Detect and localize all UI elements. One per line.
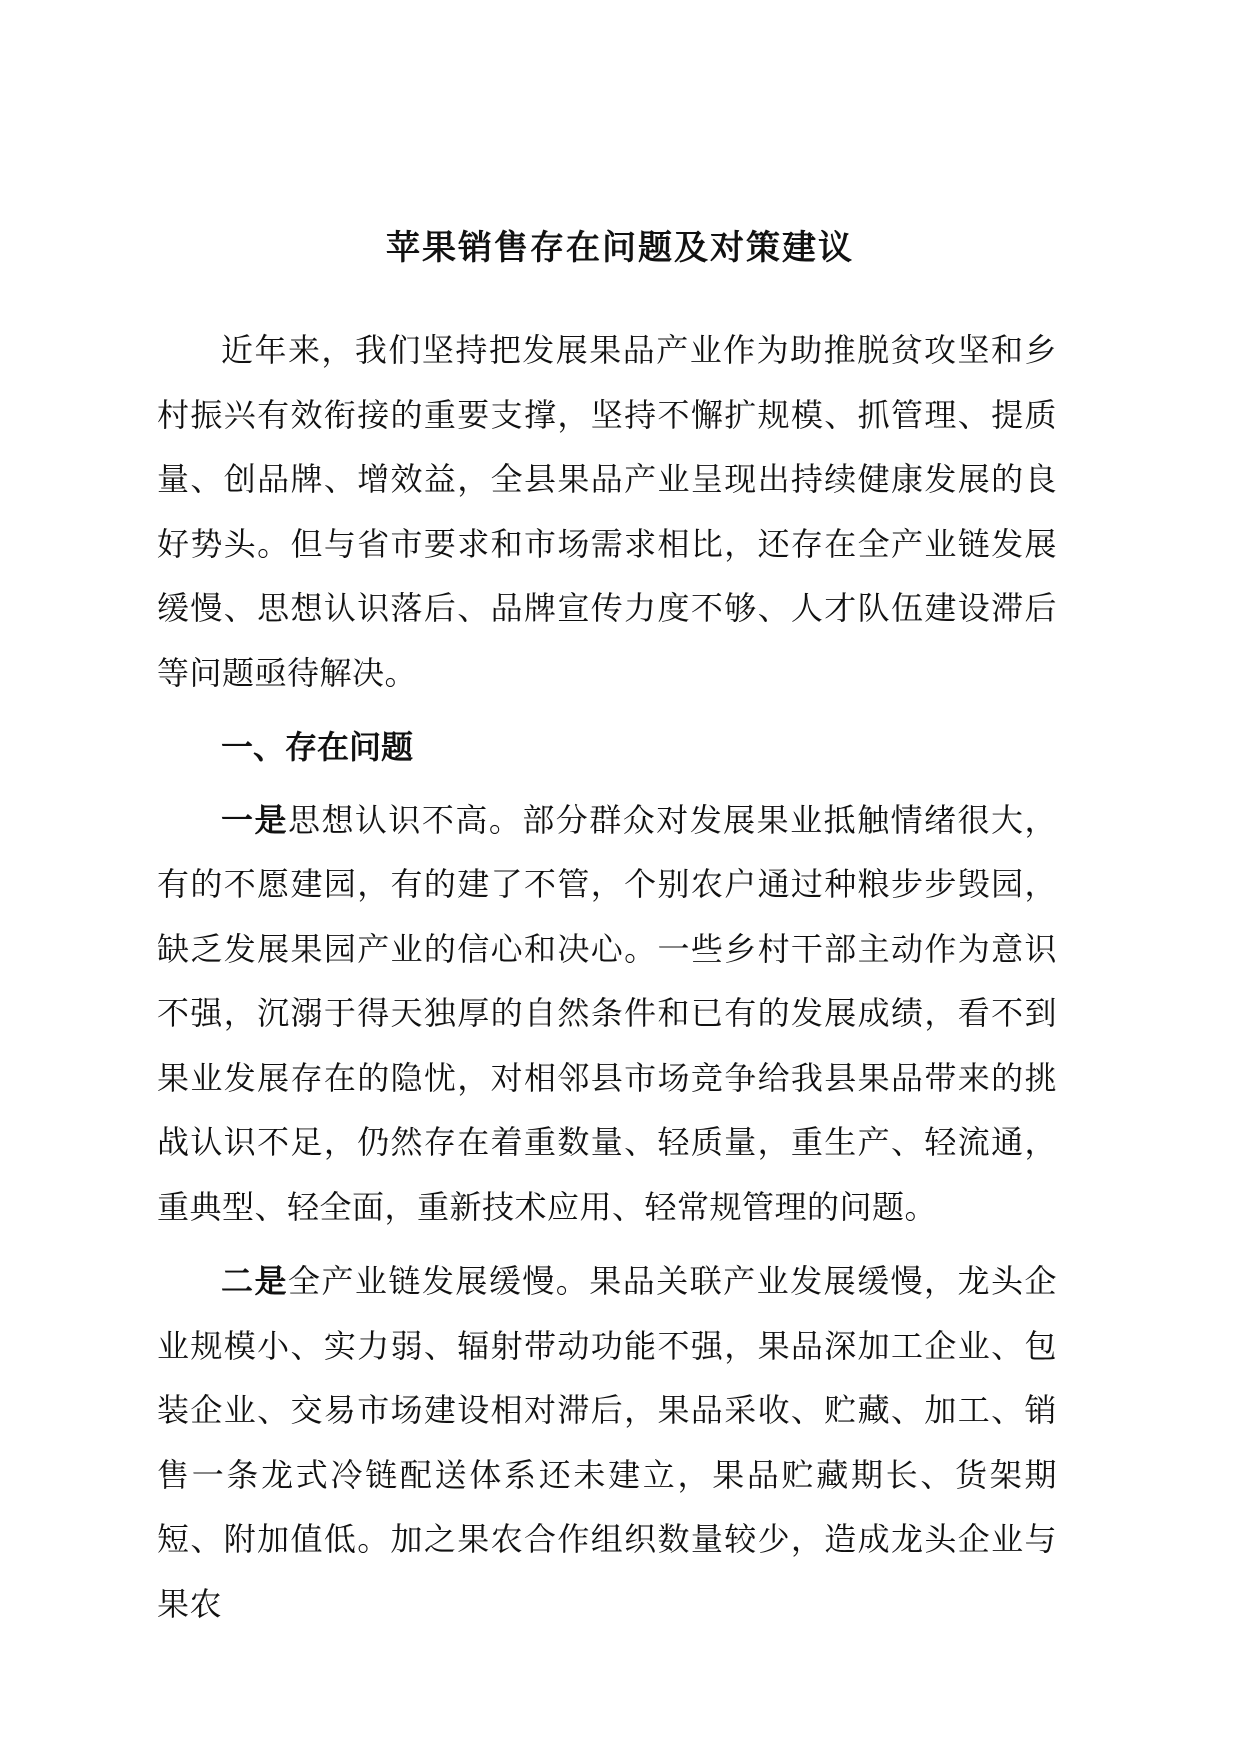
- point-two-lead: 二是: [221, 1262, 288, 1300]
- document-title: 苹果销售存在问题及对策建议: [386, 228, 854, 268]
- point-one-lead: 一是: [221, 800, 288, 839]
- point-two-text: 全产业链发展缓慢。果品关联产业发展缓慢，龙头企业规模小、实力弱、辐射带动功能不强，果品深加工企业、包装企业、交易市场建设相对滞后，果品采收、贮藏、加工、销售一条龙式冷链配送体系还未建立，果品贮藏期长、货架期短、附加值低。加之果农合作组织数量较少，造成龙头企业与果农: [157, 1262, 1057, 1623]
- document-body: [157, 318, 1057, 1646]
- point-one-text: 思想认识不高。部分群众对发展果业抵触情绪很大，有的不愿建园，有的建了不管，个别农户通过种粮步步毁园，缺乏发展果园产业的信心和决心。一些乡村干部主动作为意识不强，沉溺于得天独厚的自然条件和已有的发展成绩，看不到果业发展存在的隐忧，对相邻县市场竞争给我县果品带来的挑战认识不足，仍然存在着重数量、轻质量，重生产、轻流通，重典型、轻全面，重新技术应用、轻常规管理的问题。: [157, 800, 1057, 1226]
- point-one-paragraph: [157, 788, 1057, 1240]
- intro-paragraph: 近年来，我们坚持把发展果品产业作为助推脱贫攻坚和乡村振兴有效衔接的重要支撑，坚持不懈扩规模、抓管理、提质量、创品牌、增效益，全县果品产业呈现出持续健康发展的良好势头。但与省市要求和市场需求相比，还存在全产业链发展缓慢、思想认识落后、品牌宣传力度不够、人才队伍建设滞后等问题亟待解决。: [157, 331, 1057, 692]
- section-heading-problems: 一、存在问题: [221, 728, 414, 766]
- point-two-paragraph: [157, 1249, 1057, 1636]
